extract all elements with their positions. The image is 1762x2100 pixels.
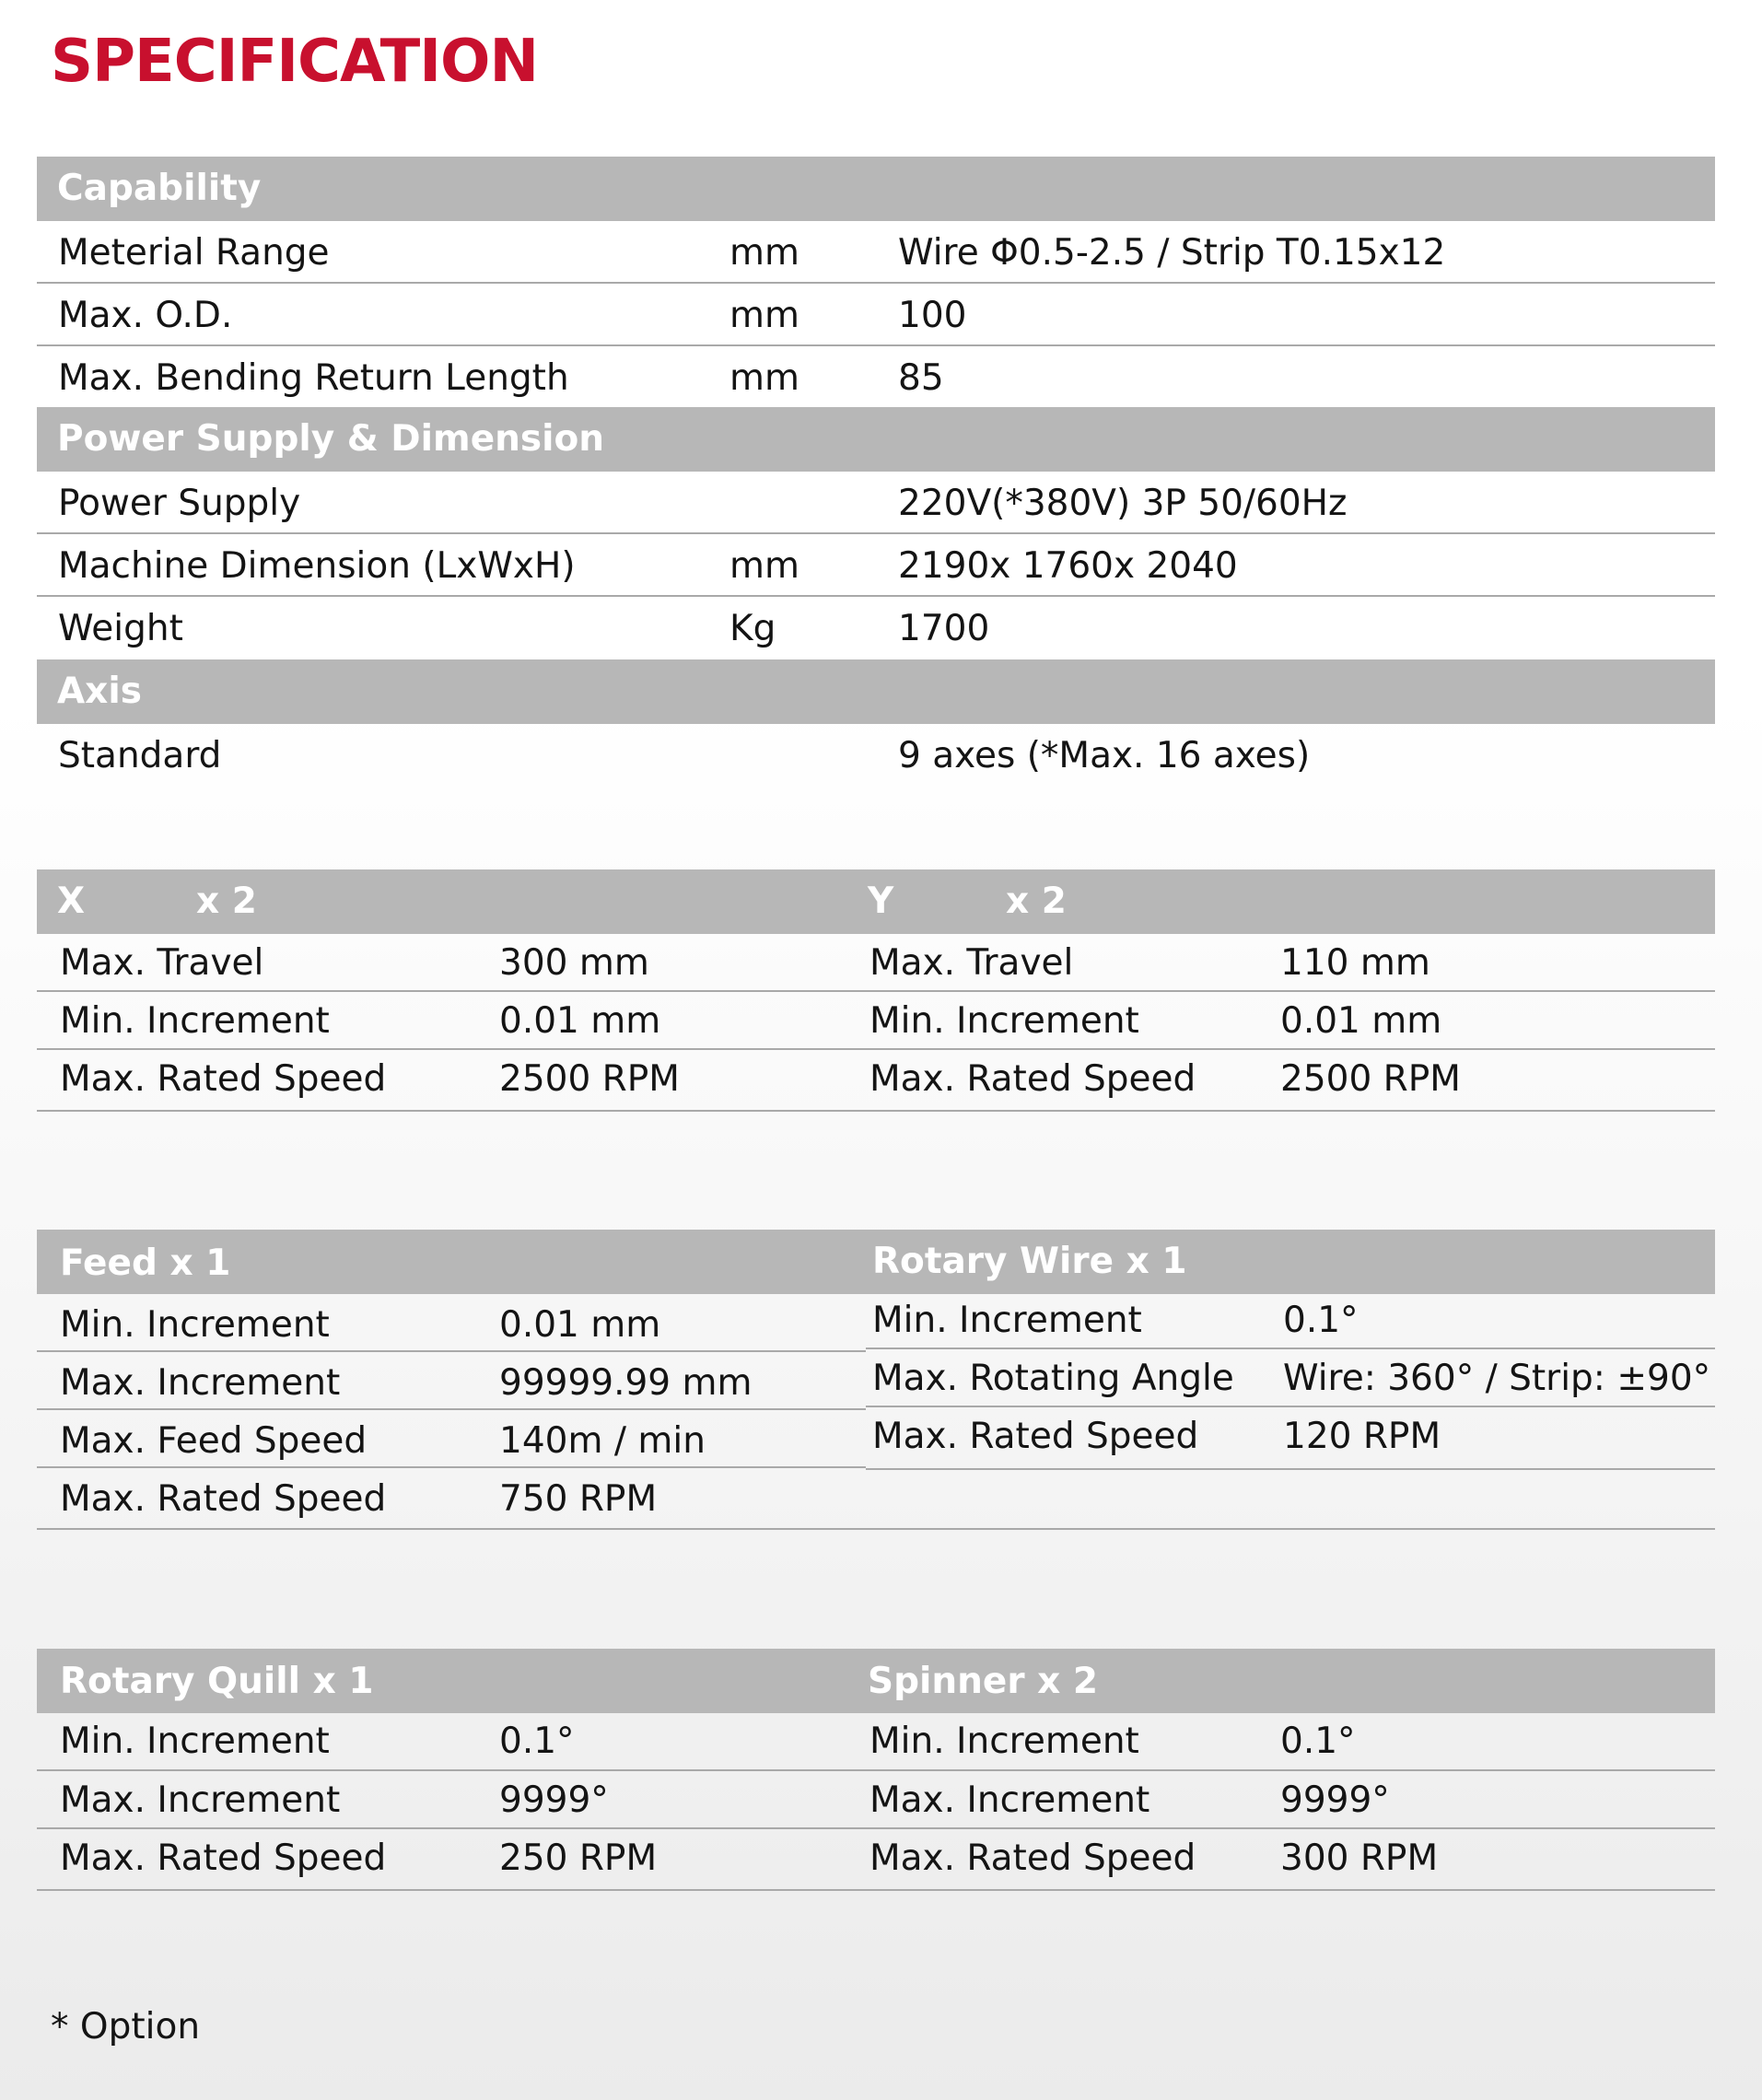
spec-unit: mm — [729, 357, 799, 399]
page-title: SPECIFICATION — [51, 28, 538, 96]
spec-row — [37, 597, 1715, 659]
spec-label: Min. Increment — [872, 1300, 1142, 1341]
spec-row — [37, 1410, 866, 1468]
spec-value: 250 RPM — [499, 1838, 658, 1879]
axis-name-x: X — [57, 881, 86, 922]
spec-row — [37, 346, 1715, 409]
section-title-feed: Feed x 1 — [60, 1242, 231, 1284]
spec-label: Max. Rotating Angle — [872, 1358, 1234, 1399]
spec-row — [37, 934, 1715, 992]
section-title-rotary-quill: Rotary Quill x 1 — [60, 1661, 374, 1702]
spec-value: 2500 RPM — [499, 1058, 680, 1100]
spec-value: Wire Φ0.5-2.5 / Strip T0.15x12 — [898, 232, 1446, 274]
spec-label: Min. Increment — [60, 1304, 330, 1346]
section-title-spinner: Spinner x 2 — [868, 1661, 1099, 1702]
spec-label: Max. Rated Speed — [869, 1838, 1196, 1879]
spec-row — [37, 284, 1715, 346]
section-header-quill-spinner — [37, 1649, 1715, 1713]
spec-label: Max. Rated Speed — [60, 1838, 387, 1879]
spec-label: Min. Increment — [869, 1721, 1139, 1762]
spec-label: Max. Rated Speed — [869, 1058, 1196, 1100]
spec-unit: mm — [729, 232, 799, 274]
spec-label: Max. Travel — [60, 942, 264, 984]
section-header-feed-rotary — [37, 1230, 1715, 1294]
spec-label: Min. Increment — [869, 1000, 1139, 1042]
spec-value: 0.01 mm — [499, 1304, 661, 1346]
spec-value: 1700 — [898, 608, 990, 649]
spec-row — [37, 1829, 1715, 1891]
spec-value: Wire: 360° / Strip: ±90° — [1283, 1358, 1711, 1399]
spec-unit: Kg — [729, 608, 776, 649]
spec-row — [866, 1294, 1715, 1349]
spec-value: 120 RPM — [1283, 1416, 1441, 1457]
spec-label: Max. O.D. — [58, 295, 233, 336]
spec-value: 2190x 1760x 2040 — [898, 545, 1238, 587]
spec-row — [37, 724, 1715, 787]
spec-row — [37, 1468, 1715, 1530]
spec-label: Max. Rated Speed — [60, 1058, 387, 1100]
spec-label: Max. Bending Return Length — [58, 357, 569, 399]
spec-label: Weight — [58, 608, 183, 649]
spec-label: Standard — [58, 735, 222, 776]
spec-unit: mm — [729, 545, 799, 587]
spec-value: 0.1° — [1283, 1300, 1359, 1341]
spec-row — [37, 1713, 1715, 1771]
spec-row — [37, 1352, 866, 1410]
spec-value: 0.01 mm — [499, 1000, 661, 1042]
spec-value: 220V(*380V) 3P 50/60Hz — [898, 483, 1348, 524]
spec-value: 300 mm — [499, 942, 649, 984]
spec-label: Max. Feed Speed — [60, 1420, 368, 1462]
spec-label: Min. Increment — [60, 1721, 330, 1762]
section-header-axis — [37, 659, 1715, 724]
spec-unit: mm — [729, 295, 799, 336]
spec-value: 100 — [898, 295, 967, 336]
section-title: Capability — [57, 168, 262, 209]
spec-value: 9999° — [499, 1779, 609, 1821]
spec-row — [37, 534, 1715, 597]
spec-row — [866, 1407, 1715, 1470]
axis-name-y: Y — [868, 881, 894, 922]
spec-row — [37, 221, 1715, 284]
section-header-capability — [37, 157, 1715, 221]
spec-value: 2500 RPM — [1280, 1058, 1461, 1100]
section-header-power — [37, 407, 1715, 472]
spec-row — [37, 1294, 866, 1352]
spec-row — [37, 472, 1715, 534]
spec-label: Meterial Range — [58, 232, 330, 274]
spec-label: Machine Dimension (LxWxH) — [58, 545, 576, 587]
spec-label: Max. Rated Speed — [872, 1416, 1199, 1457]
spec-label: Power Supply — [58, 483, 301, 524]
spec-label: Max. Increment — [60, 1779, 341, 1821]
spec-label: Max. Increment — [869, 1779, 1150, 1821]
spec-label: Max. Rated Speed — [60, 1478, 387, 1520]
spec-row — [37, 1050, 1715, 1112]
section-title: Power Supply & Dimension — [57, 418, 605, 460]
spec-value: 0.1° — [1280, 1721, 1356, 1762]
spec-value: 0.1° — [499, 1721, 575, 1762]
footnote-option: * Option — [51, 2006, 201, 2048]
axis-count-y: x 2 — [1006, 881, 1067, 922]
section-header-xy — [37, 869, 1715, 934]
spec-row — [37, 992, 1715, 1050]
spec-label: Min. Increment — [60, 1000, 330, 1042]
spec-value: 9 axes (*Max. 16 axes) — [898, 735, 1311, 776]
section-title-rotary-wire: Rotary Wire x 1 — [872, 1241, 1187, 1282]
spec-value: 85 — [898, 357, 944, 399]
spec-row — [866, 1349, 1715, 1407]
axis-count-x: x 2 — [196, 881, 257, 922]
section-title: Axis — [57, 671, 142, 712]
spec-value: 110 mm — [1280, 942, 1430, 984]
spec-label: Max. Increment — [60, 1362, 341, 1404]
spec-value: 750 RPM — [499, 1478, 658, 1520]
spec-value: 0.01 mm — [1280, 1000, 1442, 1042]
spec-value: 300 RPM — [1280, 1838, 1439, 1879]
spec-value: 140m / min — [499, 1420, 706, 1462]
spec-label: Max. Travel — [869, 942, 1074, 984]
spec-value: 99999.99 mm — [499, 1362, 753, 1404]
spec-value: 9999° — [1280, 1779, 1390, 1821]
spec-row — [37, 1771, 1715, 1829]
